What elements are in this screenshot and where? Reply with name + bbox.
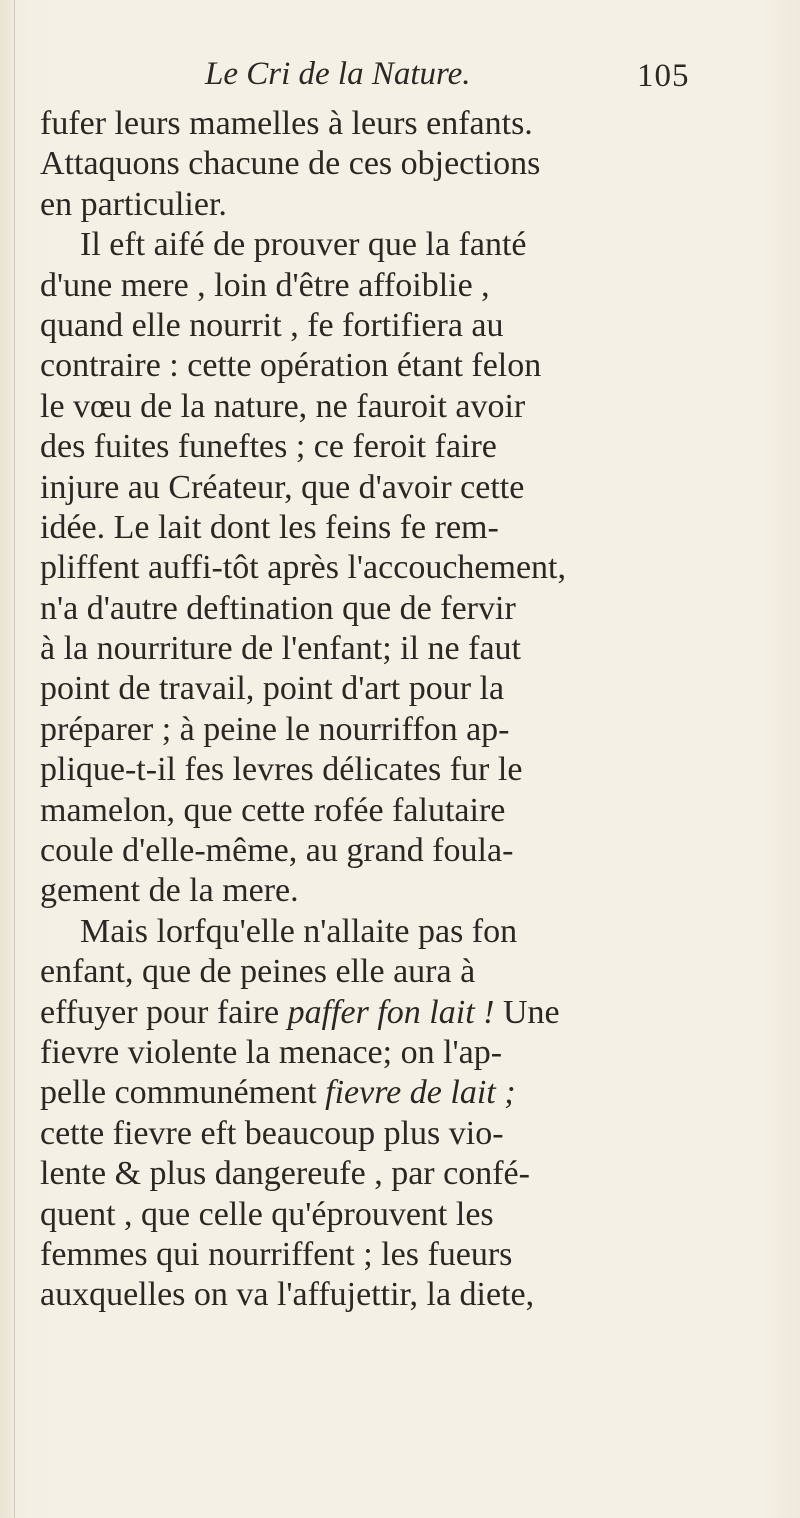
text-run: Une [494, 993, 560, 1031]
text-line: des fuites funeftes ; ce feroit faire [40, 428, 497, 466]
text-line: Attaquons chacune de ces objections [40, 145, 541, 183]
text-line: le vœu de la nature, ne fauroit avoir [40, 387, 526, 425]
text-line [40, 993, 760, 1033]
text-line: injure au Créateur, que d'avoir cette [40, 468, 525, 506]
body-text [40, 104, 760, 1316]
running-head [205, 56, 725, 100]
text-line: à la nourriture de l'enfant; il ne faut [40, 630, 521, 668]
text-line: gement de la mere. [40, 872, 299, 910]
text-line: fufer leurs mamelles à leurs enfants. [40, 105, 533, 142]
text-line: contraire : cette opération étant felon [40, 347, 542, 385]
text-line: plique-t-il fes levres délicates fur le [40, 751, 523, 789]
text-line: Il eft aifé de prouver que la fanté [80, 226, 527, 264]
text-line: Mais lorfqu'elle n'allaite pas fon [80, 912, 518, 950]
text-line: n'a d'autre deftination que de fervir [40, 589, 516, 627]
page-gutter [14, 0, 15, 1518]
text-line: enfant, que de peines elle aura à [40, 953, 476, 991]
text-line: fievre violente la menace; on l'ap- [40, 1033, 503, 1071]
page-number: 105 [637, 58, 690, 94]
text-line: quand elle nourrit , fe fortifiera au [40, 306, 504, 344]
text-line: pliffent auffi-tôt après l'accouchement, [40, 549, 566, 587]
italic-phrase: fievre de lait ; [325, 1074, 516, 1112]
text-line: en particulier. [40, 185, 227, 223]
text-line: quent , que celle qu'éprouvent les [40, 1195, 494, 1233]
text-run: effuyer pour faire [40, 993, 288, 1031]
text-line: préparer ; à peine le nourriffon ap- [40, 710, 510, 748]
text-line: coule d'elle-même, au grand foula- [40, 832, 514, 870]
running-title: Le Cri de la Nature. [205, 56, 471, 92]
text-run: pelle communément [40, 1074, 326, 1112]
text-line: idée. Le lait dont les feins fe rem- [40, 508, 499, 546]
text-line: cette fievre eft beaucoup plus vio- [40, 1114, 504, 1152]
italic-phrase: paffer fon lait ! [287, 993, 495, 1031]
text-line: femmes qui nourriffent ; les fueurs [40, 1235, 513, 1273]
text-line: point de travail, point d'art pour la [40, 670, 505, 708]
text-line: mamelon, que cette rofée falutaire [40, 791, 506, 829]
text-line: lente & plus dangereufe , par confé- [40, 1155, 530, 1193]
text-line [40, 1073, 760, 1113]
text-line: auxquelles on va l'affujettir, la diete, [40, 1276, 535, 1314]
text-line: d'une mere , loin d'être affoiblie , [40, 266, 490, 304]
